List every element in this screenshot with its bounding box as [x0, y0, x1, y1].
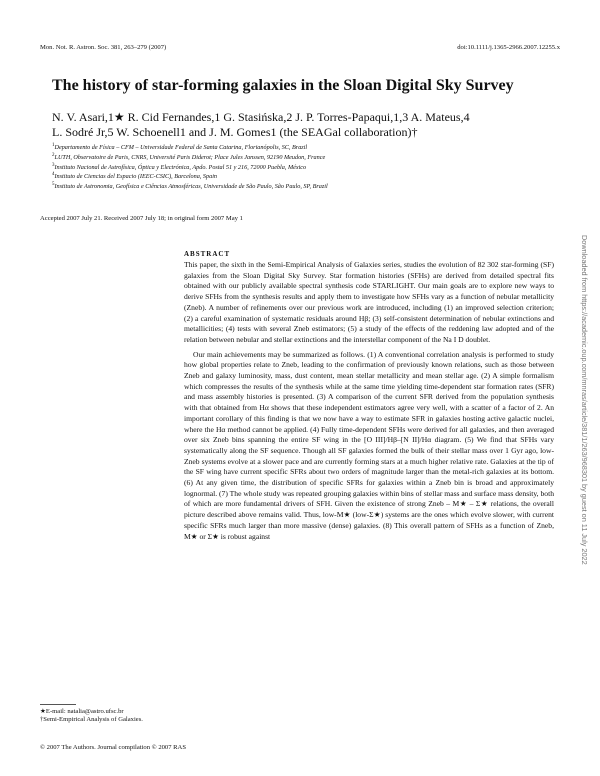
author-list	[52, 110, 572, 140]
author-line-2: L. Sodré Jr,5 W. Schoenell1 and J. M. Gomes1 (the SEAGal collaboration)†	[52, 125, 418, 139]
footnote-email: ★E-mail: natalia@astro.ufsc.br	[40, 708, 124, 715]
author-line-1: N. V. Asari,1★ R. Cid Fernandes,1 G. Stasińska,2 J. P. Torres-Papaqui,1,3 A. Mateus,4	[52, 110, 470, 124]
footnote-series: †Semi-Empirical Analysis of Galaxies.	[40, 716, 143, 723]
affiliation-3: $^3$Instituto Nacional de Astrofísica, Óptica y Electrónica, Apdo. Postal 51 y 216, 72000 Puebla, México	[52, 162, 307, 171]
affiliation-5: $^5$Instituto de Astronomia, Geofísica e Ciências Atmosféricas, Universidade de São Paulo, São Paulo, SP, Brazil	[52, 182, 328, 191]
accepted-dates: Accepted 2007 July 21. Received 2007 July 18; in original form 2007 May 1	[40, 215, 243, 222]
doi-header[interactable]: doi:10.1111/j.1365-2966.2007.12255.x	[457, 44, 560, 51]
affiliation-2: $^2$LUTH, Observatoire de Paris, CNRS, Université Paris Diderot; Place Jules Janssen, 92190 Meudon, France	[52, 152, 326, 161]
abstract-heading: ABSTRACT	[184, 250, 231, 258]
footnote-rule	[40, 704, 76, 705]
paper-title: The history of star-forming galaxies in the Sloan Digital Sky Survey	[52, 77, 514, 94]
affiliation-1: $^1$Departamento de Física – CFM – Universidade Federal de Santa Catarina, Florianópolis, SC, Brazil	[52, 143, 308, 152]
abstract-paragraph-1: This paper, the sixth in the Semi-Empirical Analysis of Galaxies series, studies the evolution of 82 302 star-forming (SF) galaxies from the Sloan Digital Sky Survey. Star formation histories (SFHs) are derived from detailed spectral fits obtained with our publicly available spectral synthesis code STARLIGHT. Our main goals are to explore new ways to derive SFHs from the synthesis results and apply them to investigate how SFHs vary as a function of nebular metallicity (Zneb). A number of refinements over our previous work are introduced, including (1) an improved selection criterion; (2) a careful examination of systematic residuals around Hβ; (3) self-consistent determination of nebular extinctions and metallicities; (4) tests with several Zneb estimators; (5) a study of the effects of the reddening law adopted and of the relation between nebular and stellar extinctions and the interstellar component of the Na I D doublet.	[184, 260, 554, 344]
copyright-notice: © 2007 The Authors. Journal compilation © 2007 RAS	[40, 744, 186, 751]
abstract-body	[184, 260, 554, 542]
footnotes	[40, 708, 340, 724]
download-watermark: Downloaded from https://academic.oup.com/mnras/article/381/1/263/968301 by guest on 11 July 2022	[580, 235, 589, 565]
affiliation-list	[52, 142, 552, 191]
abstract-paragraph-2: Our main achievements may be summarized as follows. (1) A conventional correlation analysis is performed to study how global properties relate to Zneb, leading to the confirmation of previously known relations, such as those between Zneb and galaxy luminosity, mass, dust content, mean stellar metallicity and mean stellar age. (2) A simple formalism which compresses the results of the synthesis while at the same time yielding time-dependent star formation rates (SFR) and mass assembly histories is presented. (3) A comparison of the current SFR derived from the population synthesis with that obtained from Hα shows that these independent estimators agree very well, with a scatter of a factor of 2. An important corollary of this finding is that we now have a way to estimate SFR in galaxies hosting active galactic nuclei, where the Hα method cannot be applied. (4) Fully time-dependent SFHs were derived for all galaxies, and then averaged over six Zneb bins spanning the entire SF wing in the [O III]/Hβ–[N II]/Hα diagram. (5) We find that SFHs vary systematically along the SF sequence. Though all SF galaxies formed the bulk of their stellar mass over 1 Gyr ago, low-Zneb systems evolve at a slower pace and are currently forming stars at a much higher relative rate. Galaxies at the tip of the SF wing have current specific SFRs about two orders of magnitude larger than the metal-rich galaxies at its bottom. (6) At any given time, the distribution of specific SFRs for galaxies within a Zneb bin is broad and approximately lognormal. (7) The whole study was repeated grouping galaxies within bins of stellar mass and surface mass density, both of which are more fundamental drivers of SFH. Given the existence of strong Zneb – M★ – Σ★ relations, the overall picture described above remains valid. Thus, low-M★ (low-Σ★) systems are the ones which evolve slower, with current specific SFRs much larger than more massive (dense) galaxies. (8) This overall pattern of SFHs as a function of Zneb, M★ or Σ★ is robust against	[184, 349, 554, 541]
journal-header: Mon. Not. R. Astron. Soc. 381, 263–279 (2007)	[40, 44, 167, 51]
affiliation-4: $^4$Instituto de Ciencias del Espacio (IEEC-CSIC), Barcelona, Spain	[52, 172, 218, 181]
